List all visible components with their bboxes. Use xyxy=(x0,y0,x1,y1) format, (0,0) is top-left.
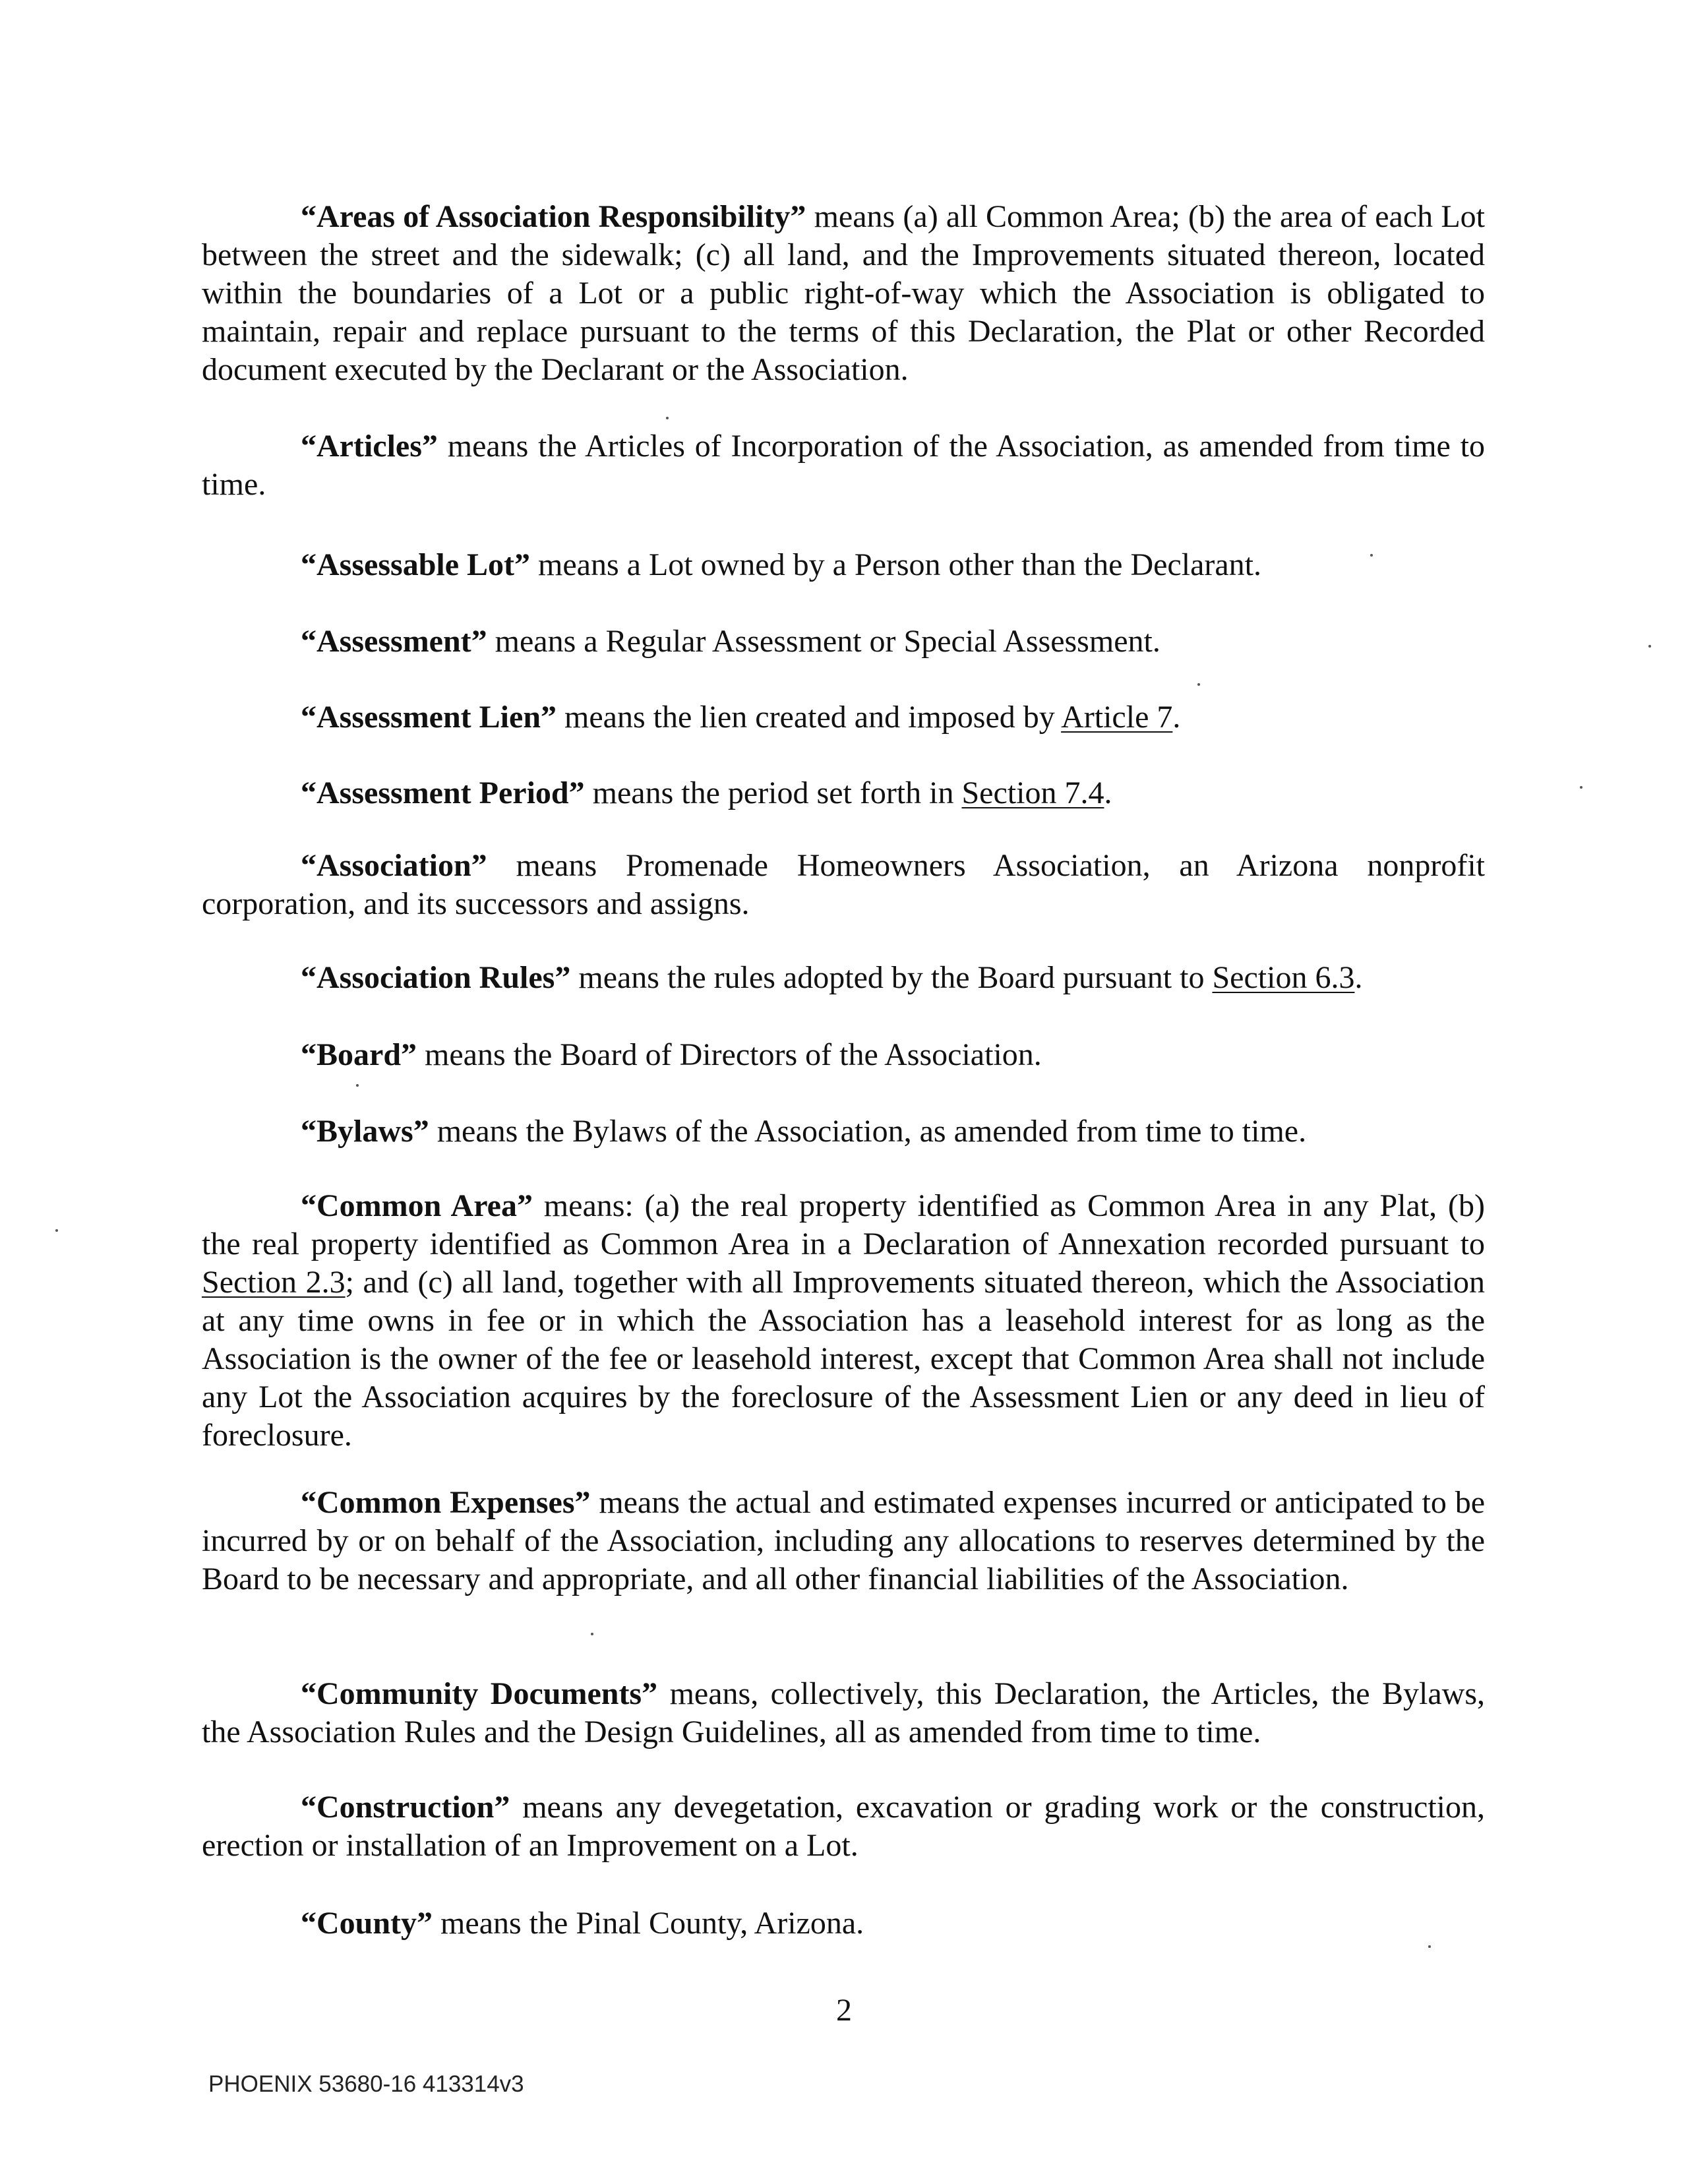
definition-text: means the Bylaws of the Association, as amended from time to time. xyxy=(429,1114,1307,1149)
defined-term: “Board” xyxy=(301,1037,417,1072)
defined-term: “Association” xyxy=(301,848,487,883)
definition-text: means the rules adopted by the Board pursuant to xyxy=(570,960,1213,995)
defined-term: “Construction” xyxy=(301,1790,510,1825)
definition-text-end: . xyxy=(1104,775,1112,810)
defined-term: “Common Area” xyxy=(301,1188,533,1223)
scan-speck xyxy=(666,417,669,419)
section-reference-link: Section 2.3 xyxy=(202,1265,346,1300)
definition-text-end: ; and (c) all land, together with all Improvements situated thereon, which the Association at any time owns in fee or in which the Association has a leasehold interest for as long as the Association is the owner of the fee or leasehold interest, except that Common Area shall not include any Lot the Association acquires by the foreclosure of the Assessment Lien or any deed in lieu of foreclosure. xyxy=(202,1265,1485,1453)
definition-construction xyxy=(202,1788,1485,1865)
defined-term: “Assessable Lot” xyxy=(301,547,531,582)
scan-speck xyxy=(1648,645,1651,648)
definition-text: means the Articles of Incorporation of the Association, as amended from time to time. xyxy=(202,429,1485,502)
definition-county xyxy=(202,1904,1485,1943)
definition-association-rules xyxy=(202,959,1485,997)
definition-text: means the Board of Directors of the Association. xyxy=(417,1037,1042,1072)
scan-speck xyxy=(1428,1945,1431,1948)
scan-speck xyxy=(1197,683,1200,686)
article-reference-link: Article 7 xyxy=(1061,700,1173,735)
definition-text: means the lien created and imposed by xyxy=(557,700,1062,735)
scan-speck xyxy=(356,1084,359,1087)
defined-term: “Common Expenses” xyxy=(301,1485,591,1520)
definition-assessment xyxy=(202,622,1485,661)
defined-term: “Association Rules” xyxy=(301,960,571,995)
defined-term: “Assessment Period” xyxy=(301,775,585,810)
definition-association xyxy=(202,847,1485,923)
defined-term: “Bylaws” xyxy=(301,1114,429,1149)
definition-text: means the Pinal County, Arizona. xyxy=(433,1906,864,1941)
definition-board xyxy=(202,1036,1485,1074)
definition-text: means the period set forth in xyxy=(584,775,962,810)
page-number: 2 xyxy=(836,1993,852,2028)
defined-term: “Areas of Association Responsibility” xyxy=(301,199,806,234)
defined-term: “Articles” xyxy=(301,429,438,464)
section-reference-link: Section 7.4 xyxy=(961,775,1104,810)
definition-areas-of-association-responsibility xyxy=(202,198,1485,389)
definition-articles xyxy=(202,427,1485,504)
definition-text: means (a) all Common Area; (b) the area of each Lot between the street and the sidewalk; (c) all land, and the Improvements situated thereon, located within the boundaries of a Lot or a public right-of-way which the Association is obligated to maintain, repair and replace pursuant to the terms of this Declaration, the Plat or other Recorded document executed by the Declarant or the Association. xyxy=(202,199,1486,387)
definition-assessment-period xyxy=(202,774,1485,812)
definition-common-expenses xyxy=(202,1484,1485,1598)
definition-assessment-lien xyxy=(202,698,1485,737)
document-footer-id: PHOENIX 53680-16 413314v3 xyxy=(208,2071,524,2097)
definition-text: means a Regular Assessment or Special Assessment. xyxy=(487,624,1160,659)
definition-text: means any devegetation, excavation or grading work or the construction, erection or installation of an Improvement on a Lot. xyxy=(202,1790,1485,1863)
defined-term: “Assessment Lien” xyxy=(301,700,557,735)
definition-community-documents xyxy=(202,1675,1485,1751)
section-reference-link: Section 6.3 xyxy=(1212,960,1355,995)
definition-text: means, collectively, this Declaration, the Articles, the Bylaws, the Association Rules and the Design Guidelines, all as amended from time to time. xyxy=(202,1676,1486,1749)
definition-common-area xyxy=(202,1187,1485,1455)
defined-term: “County” xyxy=(301,1906,433,1941)
definition-text: means a Lot owned by a Person other than the Declarant. xyxy=(530,547,1261,582)
definition-text-end: . xyxy=(1172,700,1181,735)
scan-speck xyxy=(55,1229,58,1232)
defined-term: “Community Documents” xyxy=(301,1676,658,1711)
definition-text: means Promenade Homeowners Association, an Arizona nonprofit corporation, and its successors and assigns. xyxy=(202,848,1485,921)
definition-text: means: (a) the real property identified as Common Area in any Plat, (b) the real property identified as Common Area in a Declaration of Annexation recorded pursuant to xyxy=(202,1188,1485,1261)
scan-speck xyxy=(1370,554,1373,557)
scan-speck xyxy=(1580,786,1582,789)
definition-assessable-lot xyxy=(202,546,1485,584)
definition-text-end: . xyxy=(1354,960,1363,995)
definition-bylaws xyxy=(202,1112,1485,1151)
defined-term: “Assessment” xyxy=(301,624,487,659)
definition-text: means the actual and estimated expenses incurred or anticipated to be incurred by or on behalf of the Association, including any allocations to reserves determined by the Board to be necessary and appropriate, and all other financial liabilities of the Association. xyxy=(202,1485,1486,1596)
scan-speck xyxy=(591,1633,593,1635)
